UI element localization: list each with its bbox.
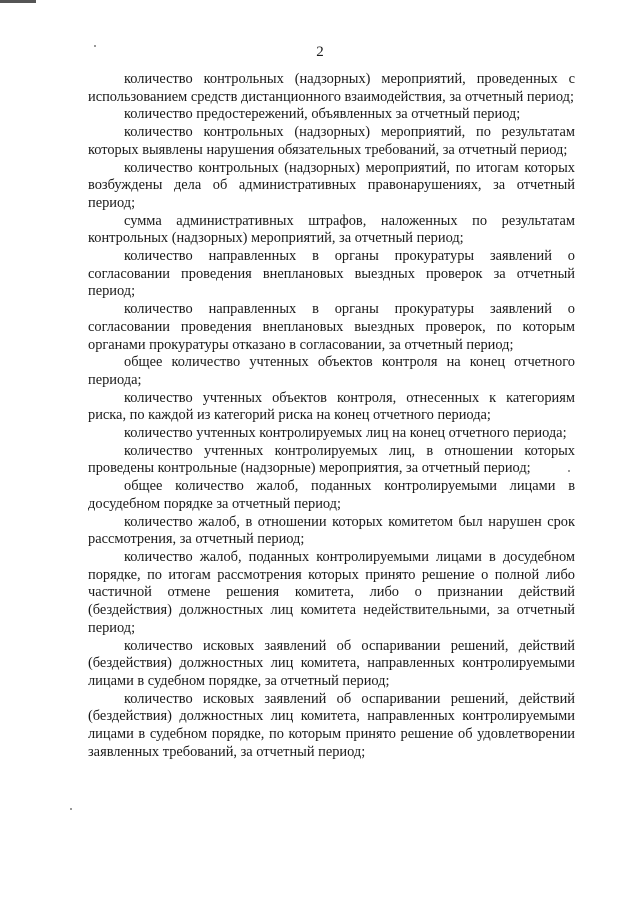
scan-speck xyxy=(94,45,96,47)
scan-speck xyxy=(70,808,72,810)
paragraph: количество направленных в органы прокуратуры заявлений о согласовании проведения внеплановых выездных проверок за отчетный период; xyxy=(88,248,575,300)
paragraph: количество предостережений, объявленных за отчетный период; xyxy=(124,106,521,123)
paragraph: количество жалоб, поданных контролируемыми лицами в досудебном порядке, по итогам рассмотрения которых принято решение о полной либо частичной отмене решения комитета, либо о признании действий (бездействия) должностных лиц комитета недействительными, за отчетный период; xyxy=(88,548,575,636)
paragraph: количество учтенных контролируемых лиц, в отношении которых проведены контрольные (надзорные) мероприятия, за отчетный период; xyxy=(88,442,575,477)
paragraph: количество исковых заявлений об оспаривании решений, действий (бездействия) должностных лиц комитета, направленных контролируемыми лицами в судебном порядке, по которым принято решение об удовлетворении заявленных требований, за отчетный период; xyxy=(88,690,575,760)
paragraph: количество учтенных объектов контроля, отнесенных к категориям риска, по каждой из категорий риска на конец отчетного периода; xyxy=(88,389,575,424)
paragraph: количество направленных в органы прокуратуры заявлений о согласовании проведения внеплановых выездных проверок, по которым органами прокуратуры отказано в согласовании, за отчетный период; xyxy=(88,301,575,353)
scan-corner-mark xyxy=(0,0,36,3)
document-body xyxy=(88,71,575,761)
scan-speck xyxy=(568,470,570,472)
paragraph: количество контрольных (надзорных) мероприятий, по результатам которых выявлены нарушения обязательных требований, за отчетный период; xyxy=(88,124,575,158)
paragraph: количество контрольных (надзорных) мероприятий, по итогам которых возбуждены дела об административных правонарушениях, за отчетный период; xyxy=(88,159,575,211)
paragraph: количество жалоб, в отношении которых комитетом был нарушен срок рассмотрения, за отчетный период; xyxy=(88,513,575,548)
paragraph: количество учтенных контролируемых лиц на конец отчетного периода; xyxy=(124,425,567,442)
paragraph: общее количество жалоб, поданных контролируемыми лицами в досудебном порядке за отчетный период; xyxy=(88,478,575,512)
paragraph: общее количество учтенных объектов контроля на конец отчетного периода; xyxy=(88,354,575,388)
paragraph: количество исковых заявлений об оспаривании решений, действий (бездействия) должностных лиц комитета, направленных контролируемыми лицами в судебном порядке, за отчетный период; xyxy=(88,637,575,689)
paragraph: количество контрольных (надзорных) мероприятий, проведенных с использованием средств дистанционного взаимодействия, за отчетный период; xyxy=(88,71,575,105)
page-number: 2 xyxy=(316,44,324,60)
paragraph: сумма административных штрафов, наложенных по результатам контрольных (надзорных) мероприятий, за отчетный период; xyxy=(88,212,575,247)
